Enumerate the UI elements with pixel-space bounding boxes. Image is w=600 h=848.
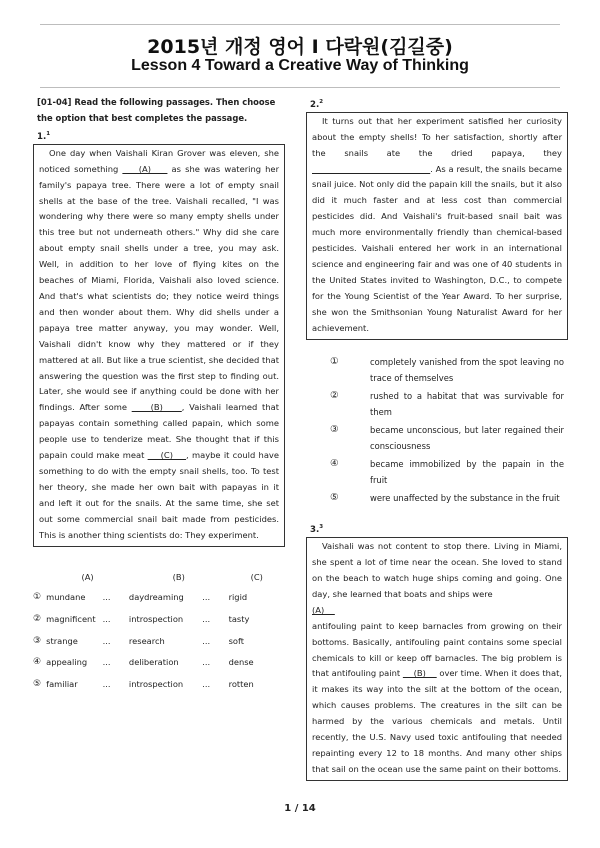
choice-3[interactable]: ③ became unconscious, but later regained their consciousness (330, 423, 564, 451)
question-2-number: 2.$^2$ (310, 99, 324, 110)
page-title: 2015년 개정 영어 I 다락원(김길중) (147, 36, 453, 58)
page-subtitle: Lesson 4 Toward a Creative Way of Thinking (131, 57, 469, 74)
header-c: (C) (250, 571, 263, 582)
option-row-4[interactable]: ④ appealing ... deliberation ... dense (33, 657, 254, 668)
blank-a: (A) (122, 163, 168, 174)
blank-answer (312, 164, 430, 174)
question-2-passage (306, 112, 568, 340)
left-column (33, 94, 285, 694)
answer-options-table (33, 567, 285, 695)
options-header (33, 567, 285, 587)
option-row-5[interactable]: ⑤ familiar ... introspection ... rotten (33, 678, 254, 689)
header-b: (B) (172, 571, 185, 582)
question-1-number: 1.$^1$ (37, 131, 51, 142)
choice-4[interactable]: ④ became immobilized by the papain in the fruit (330, 458, 564, 486)
question-1-passage (33, 144, 285, 547)
passage-text: It turns out that her experiment satisfied her curiosity about the empty shells! To her satisfaction, shortly after the snails ate the dried papaya, they . As a result, the snails became snail juice. Not only did the papain kill the snails, but it also did it much faster and at less cost than commercial pesticides did. And Vaishali's fruit-based snail bait was much more environmentally friendly than chemical-based pesticides. Vaishali entered her work in an international science and engineering fair and was one of 40 students in the United States invited to Washington, D.C., to compete for the Young Scientist of the Year Award. To her surprise, she won the Smithsonian Young Naturalist Award for her achievement. (312, 115, 562, 333)
passage-text: Vaishali was not content to stop there. Living in Miami, she spent a lot of time near the ocean. She loved to stand on the beach to watch huge ships coming and going. One day, she learned that boats and ships were (A) antifouling paint to keep barnacles from growing on their bottoms. Basically, antifouling paint contains some special chemicals to kill or keep off barnacles. The big problem is that antifouling paint (B) over time. When it does that, it makes its way into the silt at the bottom of the ocean, which causes problems. The creatures in the silt can be harmed by the various chemicals and metals. Until recently, the U.S. Navy used toxic antifouling that needed repainting every 12 to 18 months. And many other ships that sail on the ocean use the same paint on their bottoms. (312, 541, 563, 774)
page-number: 1 / 14 (284, 803, 316, 814)
passage-text: One day when Vaishali Kiran Grover was eleven, she noticed something (A) as she was watering her family's papaya tree. There were a lot of empty snail shells at the base of the tree. Vaishali recalled, "I was wondering why there were so many empty shells under this tree but not underneath others." Why did she care about empty snail shells under a tree, you may ask. Well, in addition to her love of flying kites on the beaches of Miami, Florida, Vaishali also loved science. And that's what scientists do; they notice weird things and then wonder about them. Why did shells under a papaya tree matter anyway, you may wonder. Well, Vaishali didn't know why they mattered or if they mattered at all. But like a true scientist, she decided that answering the question was the first step to finding out. Later, she would see if anything could be done with her findings. After some (B) , Vaishali learned that papayas contain something called papain, which some people use to tenderize meat. She thought that if this papain could make meat (C) , maybe it could have something to do with the empty snail shells, too. To test her theory, she made her own bait with papayas in it and left it out for the snails. At the same time, she set out some commercial snail bait made from pesticides. This is another thing scientists do: They experiment. (39, 147, 280, 540)
question-2-choices (306, 354, 568, 507)
option-row-2[interactable]: ② magnificent ... introspection ... tasty (33, 613, 250, 624)
header-rule (40, 87, 560, 88)
blank-a: (A) (312, 604, 335, 615)
blank-c: (C) (147, 450, 187, 461)
right-column (306, 94, 568, 781)
choice-2[interactable]: ② rushed to a habitat that was survivable for them (330, 389, 564, 417)
blank-b: (B) (402, 668, 437, 679)
top-rule (40, 24, 560, 25)
instruction: [01-04] Read the following passages. Then choose the option that best completes the passage. (37, 97, 276, 123)
choice-5[interactable]: ⑤ were unaffected by the substance in the fruit (330, 492, 560, 504)
header-a: (A) (81, 571, 94, 582)
question-3-number: 3.$^3$ (310, 524, 324, 536)
option-row-3[interactable]: ③ strange ... research ... soft (33, 635, 245, 646)
blank-b: (B) (131, 402, 182, 413)
option-row-1[interactable]: ① mundane ... daydreaming ... rigid (33, 592, 248, 603)
question-3-passage (306, 537, 568, 781)
choice-1[interactable]: ① completely vanished from the spot leaving no trace of themselves (330, 355, 564, 383)
